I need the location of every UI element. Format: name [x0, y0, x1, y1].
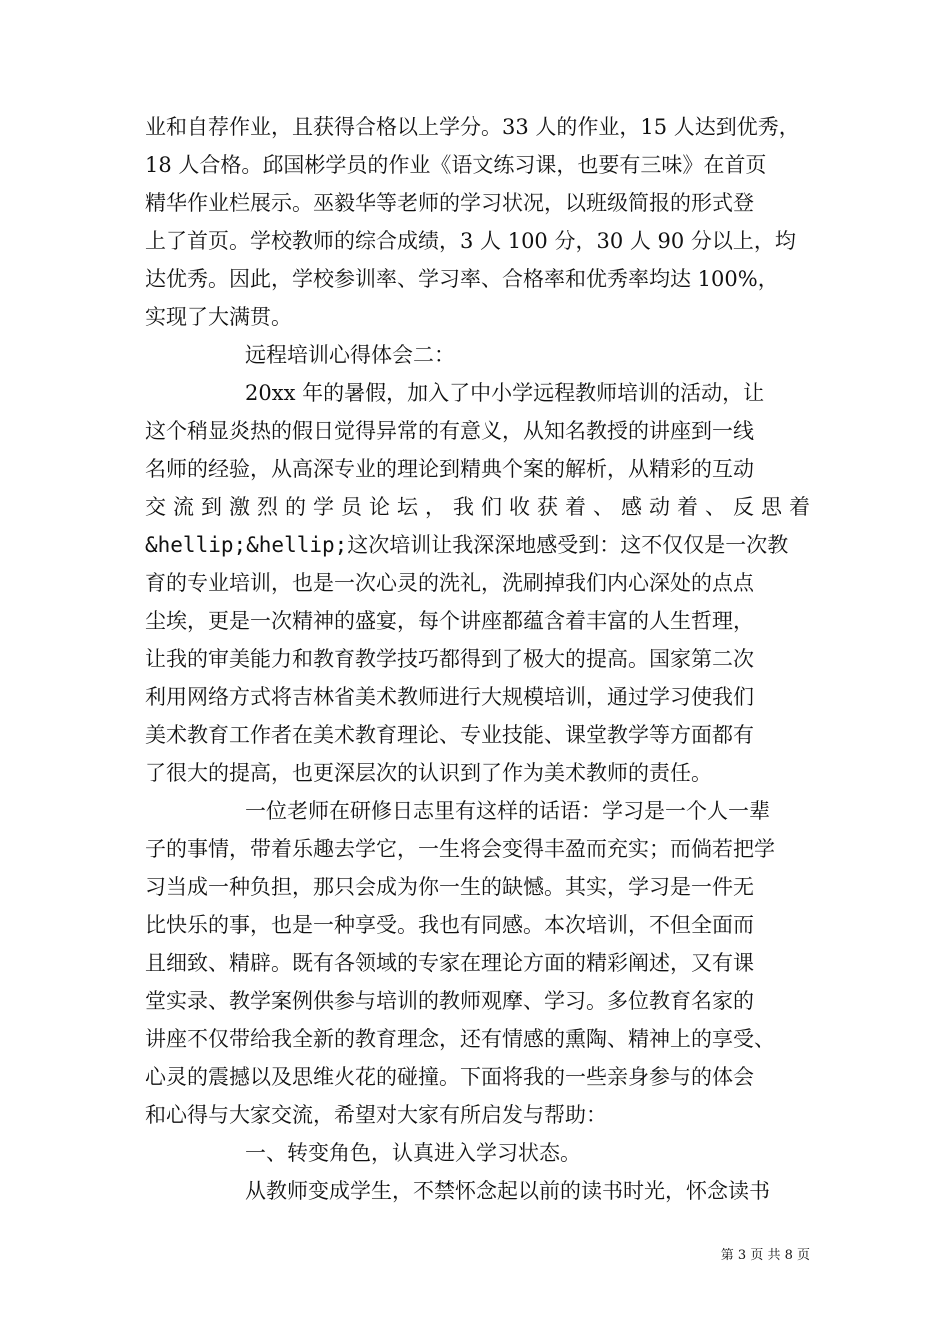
- paragraph-line: 实现了大满贯。: [145, 305, 292, 329]
- spaced-character: 感: [621, 495, 642, 519]
- spaced-character: 学: [313, 495, 334, 519]
- paragraph-line: 了很大的提高，也更深层次的认识到了作为美术教师的责任。: [145, 761, 712, 785]
- paragraph-line: 且细致、精辟。既有各领域的专家在理论方面的精彩阐述，又有课: [145, 951, 754, 975]
- spaced-character: 论: [369, 495, 390, 519]
- section-heading: 一、转变角色，认真进入学习状态。: [245, 1141, 581, 1165]
- paragraph-line: 美术教育工作者在美术教育理论、专业技能、课堂教学等方面都有: [145, 723, 754, 747]
- paragraph-line: 精华作业栏展示。巫毅华等老师的学习状况，以班级简报的形式登: [145, 191, 754, 215]
- paragraph-line: 利用网络方式将吉林省美术教师进行大规模培训，通过学习使我们: [145, 685, 754, 709]
- paragraph-line: 子的事情，带着乐趣去学它，一生将会变得丰盈而充实；而倘若把学: [145, 837, 775, 861]
- spaced-character: 反: [733, 495, 754, 519]
- paragraph-line: 一位老师在研修日志里有这样的话语：学习是一个人一辈: [245, 799, 770, 823]
- paragraph-line: 育的专业培训，也是一次心灵的洗礼，洗刷掉我们内心深处的点点: [145, 571, 754, 595]
- paragraph-line: 比快乐的事，也是一种享受。我也有同感。本次培训，不但全面而: [145, 913, 754, 937]
- spaced-character: 烈: [257, 495, 278, 519]
- paragraph-line: 业和自荐作业，且获得合格以上学分。33 人的作业，15 人达到优秀，: [145, 115, 800, 139]
- spaced-character: 着: [565, 495, 586, 519]
- paragraph-line: 和心得与大家交流，希望对大家有所启发与帮助：: [145, 1103, 607, 1127]
- paragraph-line: 尘埃，更是一次精神的盛宴，每个讲座都蕴含着丰富的人生哲理，: [145, 609, 754, 633]
- spaced-character: 的: [285, 495, 306, 519]
- paragraph-line: 名师的经验，从高深专业的理论到精典个案的解析，从精彩的互动: [145, 457, 754, 481]
- spaced-character: 、: [705, 495, 726, 519]
- section-heading: 远程培训心得体会二：: [245, 343, 455, 367]
- spaced-character: 、: [593, 495, 614, 519]
- spaced-character: 动: [649, 495, 670, 519]
- paragraph-line: 18 人合格。邱国彬学员的作业《语文练习课，也要有三味》在首页: [145, 153, 767, 177]
- spaced-character: 流: [173, 495, 194, 519]
- spaced-character: 到: [201, 495, 222, 519]
- paragraph-line: 心灵的震撼以及思维火花的碰撞。下面将我的一些亲身参与的体会: [145, 1065, 754, 1089]
- paragraph-line: 达优秀。因此，学校参训率、学习率、合格率和优秀率均达 100%，: [145, 267, 779, 291]
- paragraph-line: 讲座不仅带给我全新的教育理念，还有情感的熏陶、精神上的享受、: [145, 1027, 775, 1051]
- spaced-paragraph-line: [145, 493, 810, 521]
- spaced-character: 坛: [397, 495, 418, 519]
- paragraph-line: &hellip;&hellip;这次培训让我深深地感受到：这不仅仅是一次教: [145, 533, 789, 557]
- paragraph-line: 让我的审美能力和教育教学技巧都得到了极大的提高。国家第二次: [145, 647, 754, 671]
- spaced-character: 收: [509, 495, 530, 519]
- paragraph-line: 20xx 年的暑假，加入了中小学远程教师培训的活动，让: [245, 381, 765, 405]
- spaced-character: 们: [481, 495, 502, 519]
- spaced-character: 着: [789, 495, 810, 519]
- spaced-character: 获: [537, 495, 558, 519]
- spaced-character: 员: [341, 495, 362, 519]
- spaced-character: ，: [425, 495, 446, 519]
- page-number: 第 3 页 共 8 页: [720, 1248, 810, 1263]
- paragraph-line: 堂实录、教学案例供参与培训的教师观摩、学习。多位教育名家的: [145, 989, 754, 1013]
- spaced-character: 思: [761, 495, 782, 519]
- paragraph-line: 上了首页。学校教师的综合成绩，3 人 100 分，30 人 90 分以上，均: [145, 229, 796, 253]
- spaced-character: 激: [229, 495, 250, 519]
- spaced-character: 着: [677, 495, 698, 519]
- paragraph-line: 习当成一种负担，那只会成为你一生的缺憾。其实，学习是一件无: [145, 875, 754, 899]
- spaced-character: 我: [453, 495, 474, 519]
- paragraph-line: 从教师变成学生，不禁怀念起以前的读书时光，怀念读书: [245, 1179, 770, 1203]
- spaced-character: 交: [145, 495, 166, 519]
- paragraph-line: 这个稍显炎热的假日觉得异常的有意义，从知名教授的讲座到一线: [145, 419, 754, 443]
